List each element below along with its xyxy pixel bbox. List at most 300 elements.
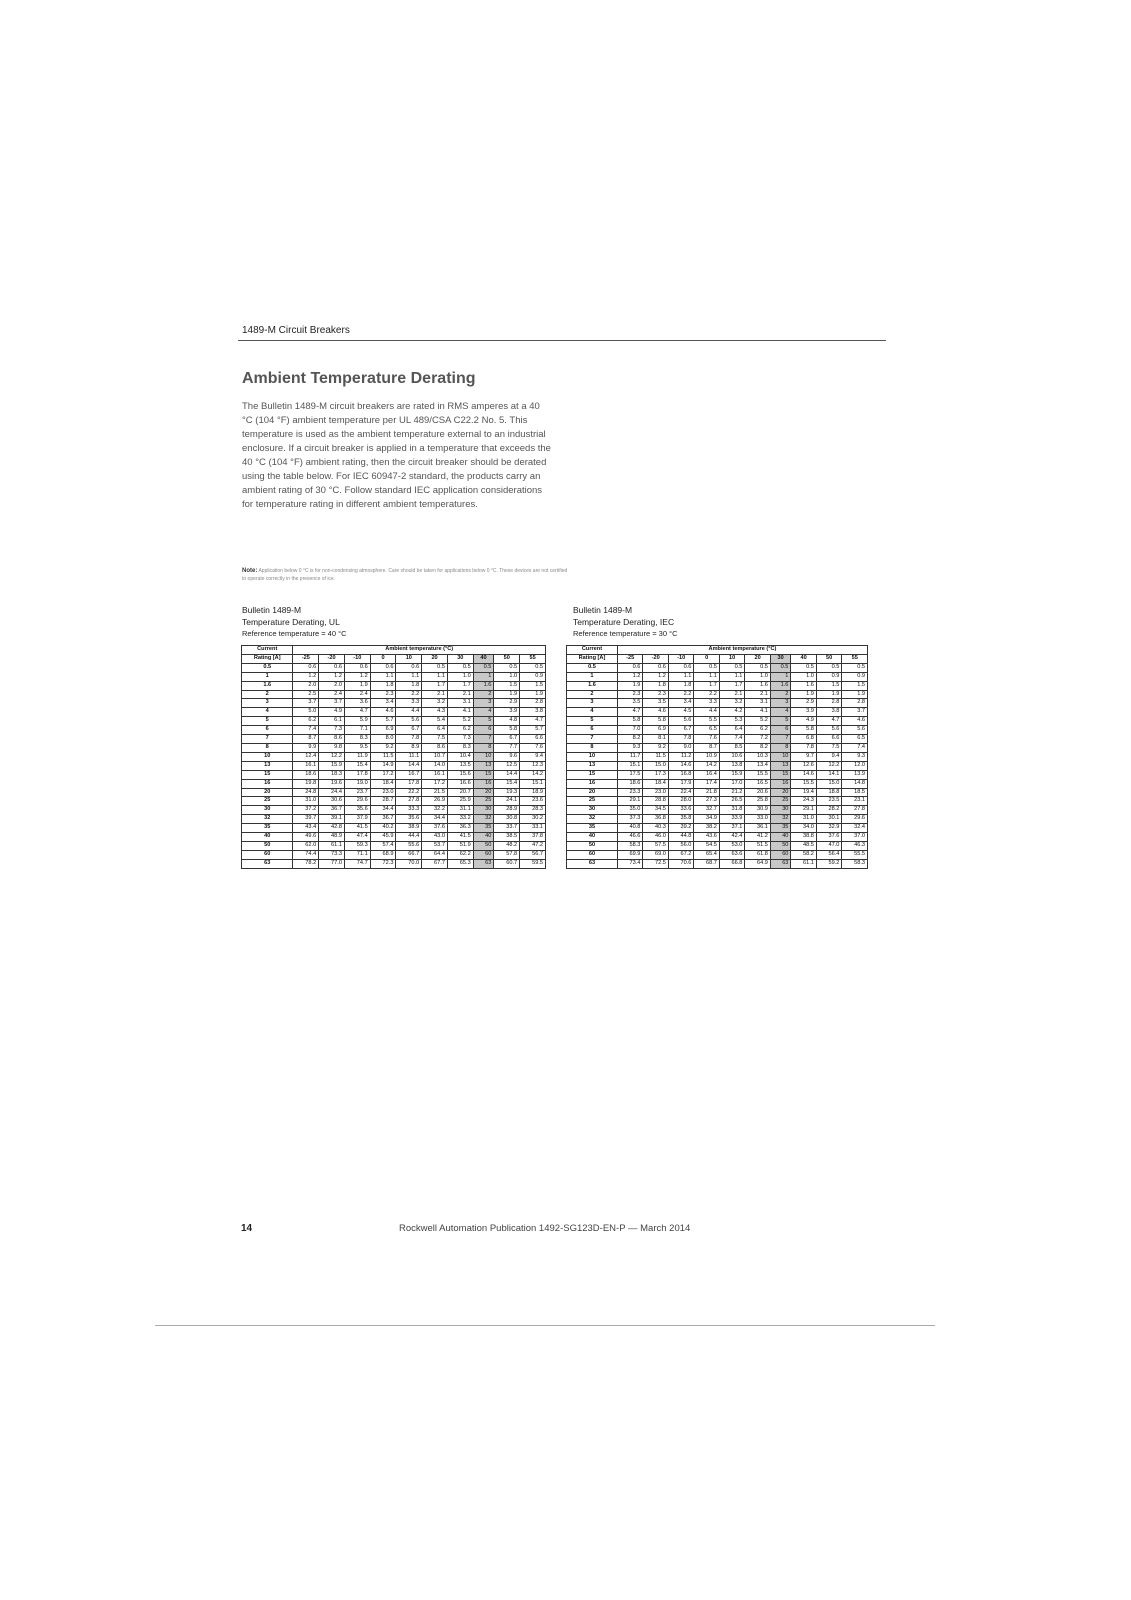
value-cell: 58.3 (617, 841, 643, 850)
value-cell: 30.8 (494, 815, 520, 824)
value-cell: 66.8 (719, 859, 745, 868)
value-cell: 7 (473, 735, 494, 744)
value-cell: 6.2 (745, 726, 771, 735)
value-cell: 66.7 (396, 850, 422, 859)
value-cell: 3.2 (719, 699, 745, 708)
value-cell: 3.1 (447, 699, 473, 708)
current-header: Current (242, 646, 293, 655)
value-cell: 8.5 (719, 743, 745, 752)
table-row (567, 824, 868, 833)
value-cell: 73.4 (617, 859, 643, 868)
value-cell: 47.4 (344, 833, 370, 842)
value-cell: 6.4 (719, 726, 745, 735)
rating-cell: 15 (567, 770, 618, 779)
value-cell: 73.3 (319, 850, 345, 859)
value-cell: 1.7 (422, 681, 448, 690)
value-cell: 13.8 (719, 761, 745, 770)
value-cell: 31.8 (719, 806, 745, 815)
value-cell: 58.3 (842, 859, 868, 868)
value-cell: 3.7 (319, 699, 345, 708)
value-cell: 21.5 (422, 788, 448, 797)
value-cell: 4 (473, 708, 494, 717)
value-cell: 37.6 (816, 833, 842, 842)
rating-cell: 16 (567, 779, 618, 788)
value-cell: 15.5 (745, 770, 771, 779)
value-cell: 2.2 (694, 690, 720, 699)
value-cell: 8.1 (643, 735, 669, 744)
value-cell: 69.0 (643, 850, 669, 859)
value-cell: 7.7 (494, 743, 520, 752)
temperature-header: 20 (422, 654, 448, 663)
value-cell: 14.6 (668, 761, 694, 770)
value-cell: 7.3 (447, 735, 473, 744)
header-row (567, 654, 868, 663)
value-cell: 14.2 (694, 761, 720, 770)
value-cell: 1.1 (396, 672, 422, 681)
value-cell: 3.6 (344, 699, 370, 708)
value-cell: 46.3 (842, 841, 868, 850)
value-cell: 1.1 (719, 672, 745, 681)
value-cell: 1.6 (745, 681, 771, 690)
value-cell: 17.8 (344, 770, 370, 779)
iec-derating-table (566, 645, 868, 869)
table-row (242, 841, 546, 850)
value-cell: 5.5 (694, 717, 720, 726)
value-cell: 36.7 (370, 815, 396, 824)
value-cell: 27.8 (842, 806, 868, 815)
value-cell: 15.9 (319, 761, 345, 770)
value-cell: 59.2 (816, 859, 842, 868)
value-cell: 4.7 (344, 708, 370, 717)
value-cell: 17.9 (668, 779, 694, 788)
value-cell: 20.7 (447, 788, 473, 797)
value-cell: 11.5 (370, 752, 396, 761)
rating-cell: 0.5 (242, 663, 293, 672)
value-cell: 6 (473, 726, 494, 735)
value-cell: 23.0 (643, 788, 669, 797)
value-cell: 43.6 (694, 833, 720, 842)
rating-cell: 15 (242, 770, 293, 779)
value-cell: 0.5 (473, 663, 494, 672)
value-cell: 0.5 (842, 663, 868, 672)
value-cell: 5 (770, 717, 791, 726)
rating-cell: 35 (242, 824, 293, 833)
value-cell: 1.8 (396, 681, 422, 690)
value-cell: 3 (473, 699, 494, 708)
value-cell: 10.9 (694, 752, 720, 761)
value-cell: 12.5 (494, 761, 520, 770)
value-cell: 5.6 (816, 726, 842, 735)
value-cell: 78.2 (293, 859, 319, 868)
value-cell: 9.2 (370, 743, 396, 752)
value-cell: 4.6 (842, 717, 868, 726)
value-cell: 15.1 (617, 761, 643, 770)
value-cell: 0.9 (520, 672, 546, 681)
value-cell: 35 (770, 824, 791, 833)
value-cell: 18.6 (617, 779, 643, 788)
value-cell: 57.8 (494, 850, 520, 859)
value-cell: 19.3 (494, 788, 520, 797)
value-cell: 6.7 (396, 726, 422, 735)
rating-cell: 30 (242, 806, 293, 815)
table-row (567, 699, 868, 708)
value-cell: 5.6 (396, 717, 422, 726)
value-cell: 3 (770, 699, 791, 708)
table-row (242, 833, 546, 842)
value-cell: 15.0 (643, 761, 669, 770)
value-cell: 3.8 (816, 708, 842, 717)
value-cell: 29.6 (842, 815, 868, 824)
value-cell: 68.9 (370, 850, 396, 859)
value-cell: 28.7 (370, 797, 396, 806)
value-cell: 3.1 (745, 699, 771, 708)
table-row (567, 672, 868, 681)
value-cell: 4.8 (494, 717, 520, 726)
value-cell: 2.3 (617, 690, 643, 699)
value-cell: 12.4 (293, 752, 319, 761)
value-cell: 0.6 (319, 663, 345, 672)
rating-header: Rating [A] (567, 654, 618, 663)
ambient-temperature-header: Ambient temperature (°C) (293, 646, 546, 655)
rating-cell: 7 (567, 735, 618, 744)
current-header: Current (567, 646, 618, 655)
value-cell: 1.5 (494, 681, 520, 690)
value-cell: 35 (473, 824, 494, 833)
value-cell: 8.6 (319, 735, 345, 744)
value-cell: 28.8 (643, 797, 669, 806)
note-label: Note: (242, 568, 258, 574)
value-cell: 22.4 (668, 788, 694, 797)
value-cell: 18.4 (370, 779, 396, 788)
value-cell: 29.1 (791, 806, 817, 815)
value-cell: 7.0 (617, 726, 643, 735)
value-cell: 63 (473, 859, 494, 868)
value-cell: 23.1 (842, 797, 868, 806)
value-cell: 34.5 (643, 806, 669, 815)
rating-cell: 5 (242, 717, 293, 726)
value-cell: 41.5 (447, 833, 473, 842)
temperature-header: -25 (293, 654, 319, 663)
temperature-header: 55 (842, 654, 868, 663)
value-cell: 4.1 (745, 708, 771, 717)
table-row (242, 681, 546, 690)
value-cell: 15.1 (520, 779, 546, 788)
value-cell: 17.8 (396, 779, 422, 788)
value-cell: 2.4 (344, 690, 370, 699)
note (242, 567, 572, 583)
value-cell: 2.0 (319, 681, 345, 690)
value-cell: 20 (770, 788, 791, 797)
value-cell: 8.7 (694, 743, 720, 752)
value-cell: 61.8 (745, 850, 771, 859)
value-cell: 32.7 (694, 806, 720, 815)
value-cell: 13.9 (842, 770, 868, 779)
table-row (242, 726, 546, 735)
value-cell: 15.9 (719, 770, 745, 779)
value-cell: 34.4 (422, 815, 448, 824)
value-cell: 17.2 (422, 779, 448, 788)
value-cell: 9.6 (494, 752, 520, 761)
table-row (567, 735, 868, 744)
value-cell: 8.2 (617, 735, 643, 744)
rating-cell: 7 (242, 735, 293, 744)
value-cell: 53.7 (422, 841, 448, 850)
table-row (242, 797, 546, 806)
rating-cell: 25 (567, 797, 618, 806)
value-cell: 2.8 (520, 699, 546, 708)
value-cell: 69.9 (617, 850, 643, 859)
value-cell: 36.1 (745, 824, 771, 833)
value-cell: 12.3 (520, 761, 546, 770)
value-cell: 37.2 (293, 806, 319, 815)
value-cell: 37.1 (719, 824, 745, 833)
value-cell: 28.0 (668, 797, 694, 806)
value-cell: 39.1 (319, 815, 345, 824)
value-cell: 35.0 (617, 806, 643, 815)
value-cell: 16.1 (293, 761, 319, 770)
value-cell: 14.6 (791, 770, 817, 779)
value-cell: 1.1 (422, 672, 448, 681)
ul-table-caption (242, 604, 347, 640)
body-paragraph: The Bulletin 1489-M circuit breakers are rated in RMS amperes at a 40 °C (104 °F) ambient temperature per UL 489/CSA C22.2 No. 5. This temperature is used as the ambient temperature external to an industrial enclosure. If a circuit breaker is applied in a temperature that exceeds the 40 °C (104 °F) ambient rating, then the circuit breaker should be derated using the table below. For IEC 60947-2 standard, the products carry an ambient rating of 30 °C. Follow standard IEC application considerations for temperature rating in different ambient temperatures. (242, 401, 551, 510)
value-cell: 37.6 (422, 824, 448, 833)
value-cell: 42.4 (719, 833, 745, 842)
value-cell: 62.0 (293, 841, 319, 850)
value-cell: 14.1 (816, 770, 842, 779)
value-cell: 10.6 (719, 752, 745, 761)
value-cell: 48.5 (791, 841, 817, 850)
value-cell: 6.9 (370, 726, 396, 735)
value-cell: 41.5 (344, 824, 370, 833)
table-row (567, 850, 868, 859)
value-cell: 24.8 (293, 788, 319, 797)
value-cell: 30.2 (520, 815, 546, 824)
rating-cell: 8 (242, 743, 293, 752)
value-cell: 1 (770, 672, 791, 681)
value-cell: 18.6 (293, 770, 319, 779)
value-cell: 9.3 (617, 743, 643, 752)
value-cell: 16 (770, 779, 791, 788)
value-cell: 10.7 (422, 752, 448, 761)
value-cell: 24.1 (494, 797, 520, 806)
value-cell: 0.5 (694, 663, 720, 672)
value-cell: 50 (473, 841, 494, 850)
value-cell: 70.0 (396, 859, 422, 868)
value-cell: 41.2 (745, 833, 771, 842)
table-row (242, 761, 546, 770)
table-row (242, 815, 546, 824)
value-cell: 59.5 (520, 859, 546, 868)
temperature-header: -20 (643, 654, 669, 663)
value-cell: 9.4 (816, 752, 842, 761)
value-cell: 61.1 (319, 841, 345, 850)
rating-cell: 2 (567, 690, 618, 699)
value-cell: 11.7 (617, 752, 643, 761)
value-cell: 15.4 (344, 761, 370, 770)
value-cell: 5 (473, 717, 494, 726)
value-cell: 6 (770, 726, 791, 735)
value-cell: 36.7 (319, 806, 345, 815)
value-cell: 13 (770, 761, 791, 770)
rating-cell: 5 (567, 717, 618, 726)
value-cell: 5.8 (791, 726, 817, 735)
value-cell: 0.5 (791, 663, 817, 672)
value-cell: 0.5 (422, 663, 448, 672)
value-cell: 1.7 (447, 681, 473, 690)
value-cell: 39.2 (668, 824, 694, 833)
value-cell: 1.0 (745, 672, 771, 681)
value-cell: 10 (770, 752, 791, 761)
ambient-temperature-header: Ambient temperature (°C) (617, 646, 867, 655)
value-cell: 4.9 (319, 708, 345, 717)
value-cell: 1.9 (520, 690, 546, 699)
value-cell: 7.4 (719, 735, 745, 744)
value-cell: 21.8 (694, 788, 720, 797)
rating-cell: 13 (567, 761, 618, 770)
value-cell: 47.2 (520, 841, 546, 850)
rating-cell: 2 (242, 690, 293, 699)
value-cell: 15.0 (816, 779, 842, 788)
value-cell: 11.9 (344, 752, 370, 761)
value-cell: 18.4 (643, 779, 669, 788)
value-cell: 38.5 (494, 833, 520, 842)
value-cell: 36.8 (643, 815, 669, 824)
table-row (567, 717, 868, 726)
rating-cell: 50 (242, 841, 293, 850)
value-cell: 60 (770, 850, 791, 859)
value-cell: 35.6 (344, 806, 370, 815)
value-cell: 0.6 (668, 663, 694, 672)
value-cell: 4.7 (520, 717, 546, 726)
value-cell: 17.5 (617, 770, 643, 779)
table-row (567, 726, 868, 735)
temperature-header: 40 (473, 654, 494, 663)
rating-cell: 20 (242, 788, 293, 797)
value-cell: 35.6 (396, 815, 422, 824)
value-cell: 7.5 (816, 743, 842, 752)
table-row (242, 770, 546, 779)
value-cell: 0.5 (816, 663, 842, 672)
value-cell: 4.3 (422, 708, 448, 717)
value-cell: 37.0 (842, 833, 868, 842)
value-cell: 30.6 (319, 797, 345, 806)
rating-cell: 25 (242, 797, 293, 806)
value-cell: 5.6 (668, 717, 694, 726)
value-cell: 33.3 (396, 806, 422, 815)
value-cell: 7.6 (694, 735, 720, 744)
value-cell: 14.4 (396, 761, 422, 770)
value-cell: 6.5 (842, 735, 868, 744)
table-row (567, 663, 868, 672)
value-cell: 38.2 (694, 824, 720, 833)
value-cell: 4.4 (396, 708, 422, 717)
rating-cell: 20 (567, 788, 618, 797)
value-cell: 3.5 (643, 699, 669, 708)
rating-cell: 32 (242, 815, 293, 824)
value-cell: 12.0 (842, 761, 868, 770)
value-cell: 24.3 (791, 797, 817, 806)
value-cell: 42.8 (319, 824, 345, 833)
value-cell: 33.9 (719, 815, 745, 824)
temperature-header: -10 (668, 654, 694, 663)
value-cell: 19.8 (293, 779, 319, 788)
value-cell: 0.6 (293, 663, 319, 672)
value-cell: 40 (770, 833, 791, 842)
value-cell: 9.9 (293, 743, 319, 752)
value-cell: 7.3 (319, 726, 345, 735)
value-cell: 16.8 (668, 770, 694, 779)
value-cell: 9.2 (643, 743, 669, 752)
value-cell: 9.7 (791, 752, 817, 761)
value-cell: 0.5 (447, 663, 473, 672)
value-cell: 34.9 (694, 815, 720, 824)
iec-caption-bulletin: Bulletin 1489-M (573, 605, 633, 615)
value-cell: 29.6 (344, 797, 370, 806)
value-cell: 15.6 (447, 770, 473, 779)
rating-cell: 13 (242, 761, 293, 770)
value-cell: 33.7 (494, 824, 520, 833)
temperature-header: 30 (770, 654, 791, 663)
value-cell: 8.3 (447, 743, 473, 752)
value-cell: 11.1 (396, 752, 422, 761)
rating-cell: 4 (567, 708, 618, 717)
table-row (242, 708, 546, 717)
value-cell: 56.7 (520, 850, 546, 859)
value-cell: 32.2 (422, 806, 448, 815)
rating-cell: 8 (567, 743, 618, 752)
value-cell: 4.2 (719, 708, 745, 717)
value-cell: 18.5 (842, 788, 868, 797)
value-cell: 1.2 (617, 672, 643, 681)
value-cell: 7.8 (791, 743, 817, 752)
value-cell: 26.5 (719, 797, 745, 806)
value-cell: 37.3 (617, 815, 643, 824)
value-cell: 23.5 (816, 797, 842, 806)
value-cell: 23.3 (617, 788, 643, 797)
rating-cell: 30 (567, 806, 618, 815)
value-cell: 62.2 (447, 850, 473, 859)
value-cell: 46.0 (643, 833, 669, 842)
temperature-header: 10 (719, 654, 745, 663)
temperature-header: 20 (745, 654, 771, 663)
value-cell: 44.8 (668, 833, 694, 842)
value-cell: 0.5 (745, 663, 771, 672)
value-cell: 1.2 (344, 672, 370, 681)
rating-cell: 60 (242, 850, 293, 859)
header-row (242, 654, 546, 663)
value-cell: 6.5 (694, 726, 720, 735)
value-cell: 7.8 (396, 735, 422, 744)
rating-cell: 63 (242, 859, 293, 868)
value-cell: 1.9 (791, 690, 817, 699)
rating-cell: 32 (567, 815, 618, 824)
table-row (567, 708, 868, 717)
value-cell: 32 (473, 815, 494, 824)
value-cell: 5.8 (494, 726, 520, 735)
value-cell: 25 (473, 797, 494, 806)
value-cell: 1.6 (791, 681, 817, 690)
value-cell: 72.5 (643, 859, 669, 868)
value-cell: 0.6 (344, 663, 370, 672)
value-cell: 55.6 (396, 841, 422, 850)
value-cell: 6.1 (319, 717, 345, 726)
value-cell: 17.3 (643, 770, 669, 779)
value-cell: 53.0 (719, 841, 745, 850)
value-cell: 60.7 (494, 859, 520, 868)
value-cell: 16.6 (447, 779, 473, 788)
value-cell: 74.7 (344, 859, 370, 868)
rating-cell: 1.6 (242, 681, 293, 690)
